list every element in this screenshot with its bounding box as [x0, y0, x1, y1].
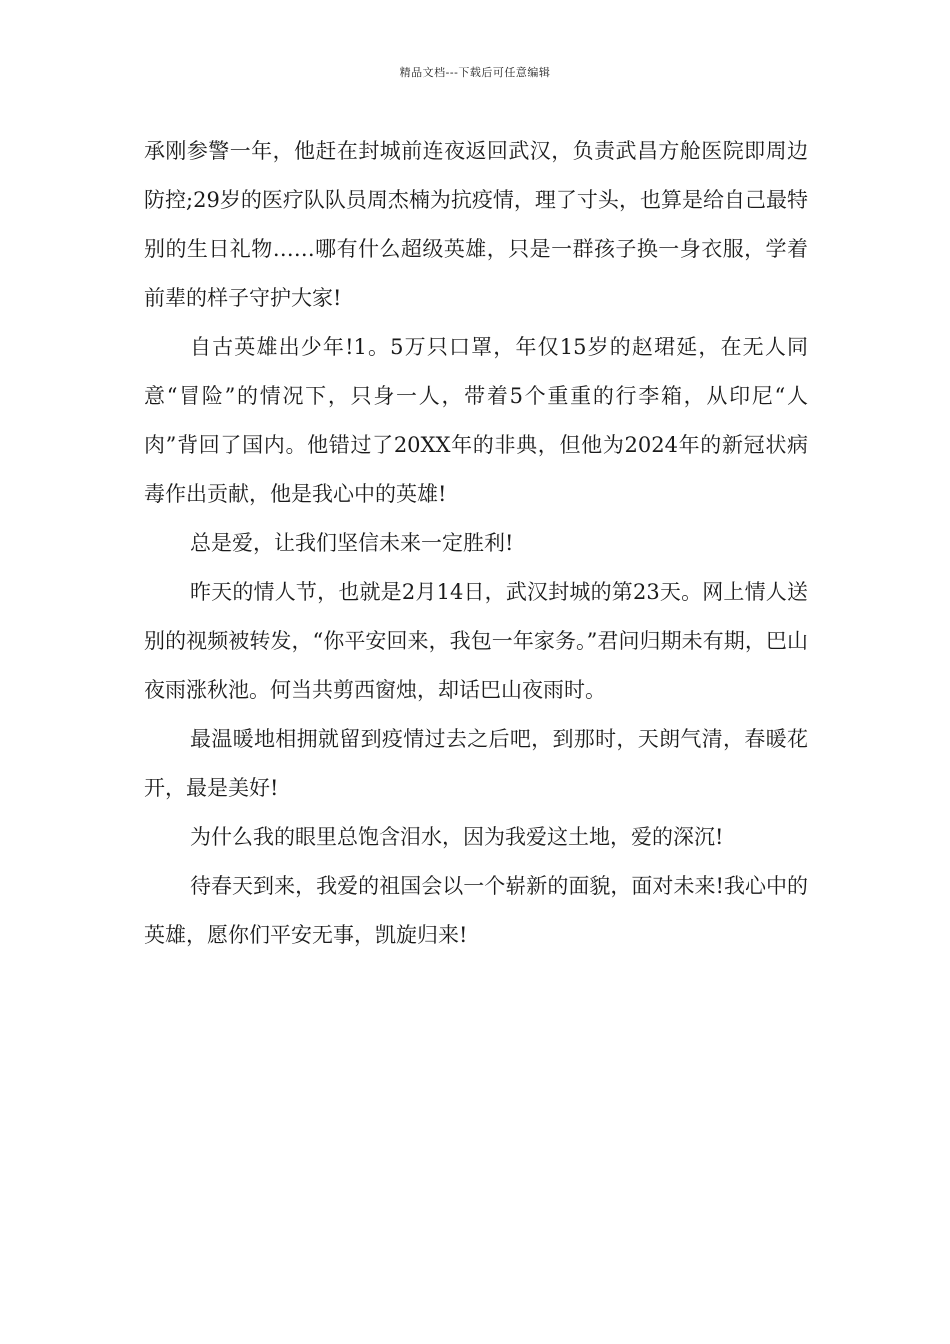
document-body	[144, 127, 808, 960]
paragraph-tears: 为什么我的眼里总饱含泪水，因为我爱这土地，爱的深沉!	[190, 825, 724, 849]
page-header: 精品文档---下载后可任意编辑	[399, 66, 551, 79]
paragraph-continuation: 承刚参警一年，他赶在封城前连夜返回武汉，负责武昌方舱医院即周边防控;29岁的医疗队队员周杰楠为抗疫情，理了寸头，也算是给自己最特别的生日礼物……哪有什么超级英雄，只是一群孩子换一身衣服，学着前辈的样子守护大家!	[144, 139, 808, 310]
paragraph-young-hero: 自古英雄出少年!1。5万只口罩，年仅15岁的赵珺延，在无人同意“冒险”的情况下，只身一人，带着5个重重的行李箱，从印尼“人肉”背回了国内。他错过了20XX年的非典，但他为2024年的新冠状病毒作出贡献，他是我心中的英雄!	[144, 335, 808, 506]
paragraph-spring: 待春天到来，我爱的祖国会以一个崭新的面貌，面对未来!我心中的英雄，愿你们平安无事，凯旋归来!	[144, 874, 808, 947]
paragraph-love-victory: 总是爱，让我们坚信未来一定胜利!	[190, 531, 514, 555]
paragraph-valentines-day: 昨天的情人节，也就是2月14日，武汉封城的第23天。网上情人送别的视频被转发，“你平安回来，我包一年家务。”君问归期未有期，巴山夜雨涨秋池。何当共剪西窗烛，却话巴山夜雨时。	[144, 580, 808, 702]
paragraph-warm-embrace: 最温暖地相拥就留到疫情过去之后吧，到那时，天朗气清，春暖花开，最是美好!	[144, 727, 808, 800]
